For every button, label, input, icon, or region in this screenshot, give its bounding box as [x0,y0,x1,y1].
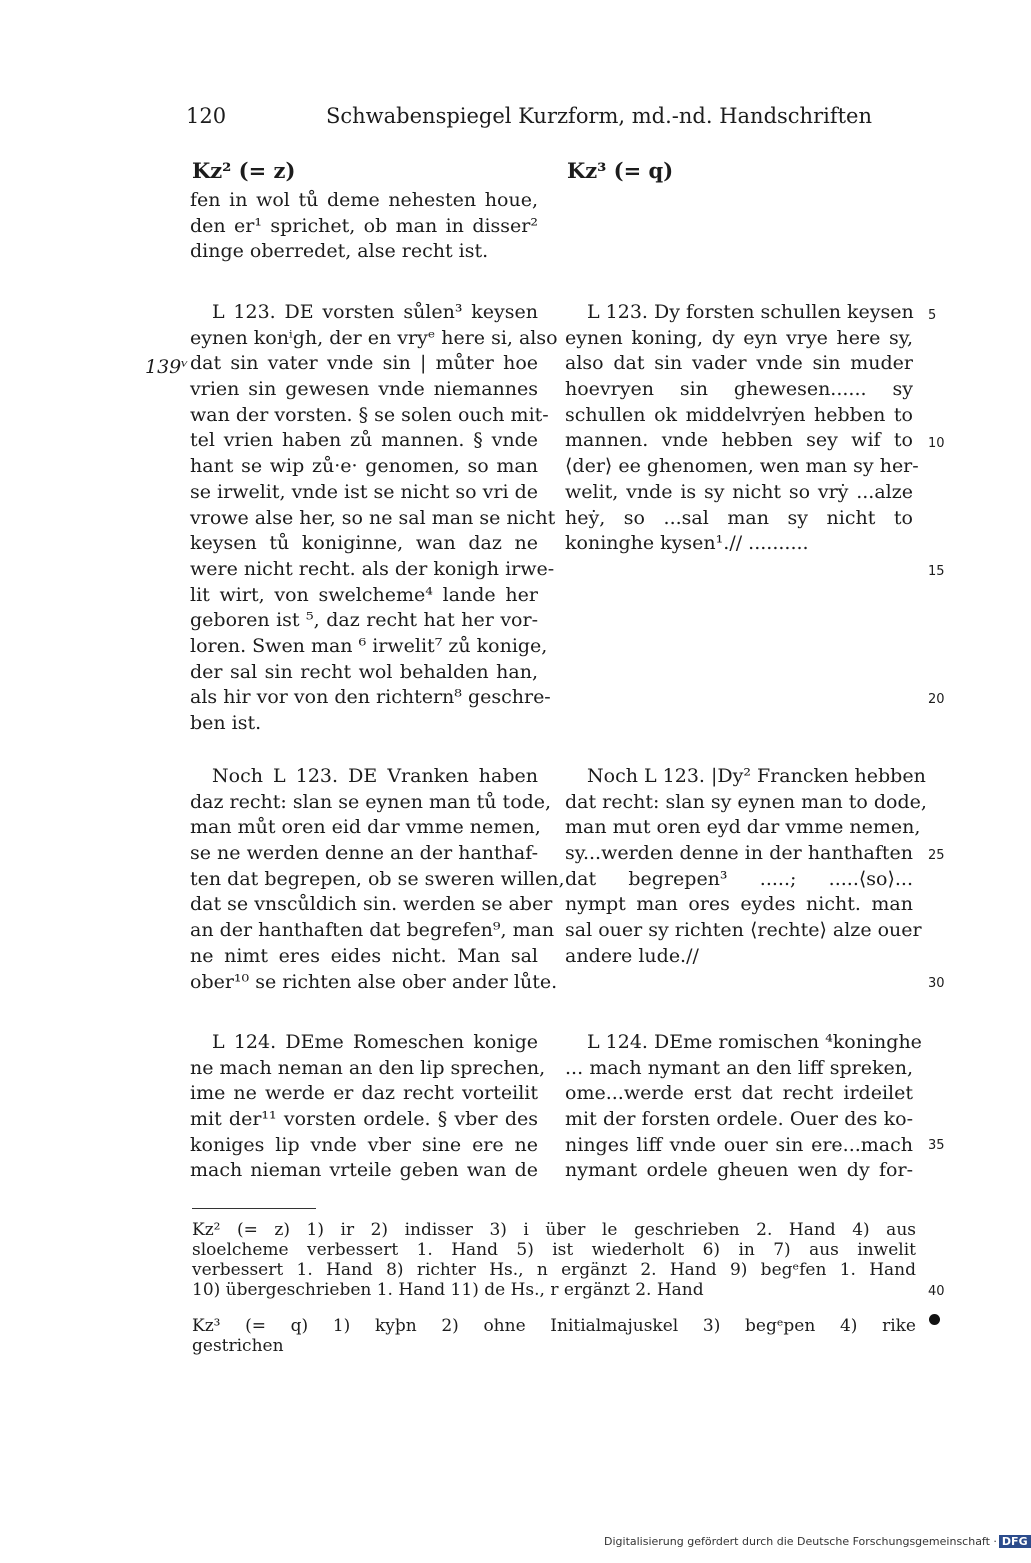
line-number: 25 [928,848,945,863]
line-number: 5 [928,308,937,323]
text-line: der sal sin recht wol behalden han, [190,660,538,683]
footnote-line: sloelcheme verbessert 1. Hand 5) ist wiederholt 6) in 7) aus inwelit [192,1240,916,1260]
footnote-line: Kz² (= z) 1) ir 2) indisser 3) i über le geschrieben 2. Hand 4) aus [192,1220,916,1240]
footnote-line: verbessert 1. Hand 8) richter Hs., n ergänzt 2. Hand 9) begᵉfen 1. Hand [192,1260,916,1280]
text-line: dat recht: slan sy eynen man to dode, [565,790,927,813]
text-line: mit der¹¹ vorsten ordele. § vber des [190,1108,538,1131]
text-line: ten dat begrepen, ob se sweren willen, [190,867,565,890]
text-line: were nicht recht. als der konigh irwe- [190,557,555,580]
left-paragraph-l124 [190,1030,546,1184]
text-line: eynen konⁱgh, der en vryᵉ here si, also [190,326,558,349]
text-line: man můt oren eid dar vmme nemen, [190,816,541,839]
text-line: schullen ok middelvrẏen hebben to [565,403,913,426]
text-line: L 123. Dy forsten schullen keysen [587,301,914,323]
line-number: 30 [928,976,945,991]
text-line: nympt man ores eydes nicht. man [565,893,913,916]
running-title: Schwabenspiegel Kurzform, md.-nd. Handschriften [326,104,872,128]
footnotes-kz2 [192,1220,916,1300]
text-line: ne nimt eres eides nicht. Man sal [190,944,538,967]
text-line: mannen. vnde hebben sey wif to [565,429,913,452]
text-line: dat se vnscůldich sin. werden se aber [190,893,553,916]
text-line: wan der vorsten. § se solen ouch mit- [190,403,549,426]
text-line: den er¹ sprichet, ob man in disser² [190,214,538,237]
text-line: ... mach nymant an den liff spreken, [565,1056,913,1079]
line-number: 40 [928,1284,945,1299]
digitization-credit [604,1535,1031,1548]
text-line: loren. Swen man ⁶ irwelit⁷ zů konige, [190,634,548,657]
footnote-line: gestrichen [192,1336,284,1356]
left-paragraph-continuation [190,188,538,265]
text-line: geboren ist ⁵, daz recht hat her vor- [190,609,538,632]
text-line: als hir vor von den richtern⁸ geschre- [190,686,551,709]
text-line: nymant ordele gheuen wen dy for- [565,1159,913,1182]
text-line: ninges liff vnde ouer sin ere...mach [565,1133,913,1156]
text-line: ben ist. [190,712,262,734]
text-line: vrien sin gewesen vnde niemannes [190,378,538,401]
text-line: heẏ, so ...sal man sy nicht to [565,506,913,529]
text-line: Noch L 123. DE Vranken haben [212,765,538,787]
text-line: ome...werde erst dat recht irdeilet [565,1082,913,1105]
text-line: ne mach neman an den lip sprechen, [190,1056,546,1079]
line-number: 10 [928,436,945,451]
text-line: koniges lip vnde vber sine ere ne [190,1133,538,1156]
text-line: lit wirt, von swelcheme⁴ lande her [190,583,538,606]
line-number: 20 [928,692,945,707]
right-paragraph-l123 [565,300,919,557]
text-line: daz recht: slan se eynen man tů tode, [190,790,552,813]
line-number: 35 [928,1138,945,1153]
text-line: andere lude.// [565,944,699,967]
text-line: also dat sin vader vnde sin muder [565,352,913,375]
text-line: eynen koning, dy eyn vrye here sy, [565,326,913,349]
line-number: 15 [928,564,945,579]
folio-marker: 139ᵛ [145,356,189,378]
right-column-heading: Kz³ (= q) [567,158,674,183]
left-paragraph-noch-l123 [190,764,565,995]
left-paragraph-l123 [190,300,558,737]
text-line: sal ouer sy richten ⟨rechte⟩ alze ouer [565,919,922,942]
text-line: L 124. DEme romischen ⁴koninghe [587,1031,922,1053]
text-line: Noch L 123. |Dy² Francken hebben [587,765,926,787]
text-line: se irwelit, vnde ist se nicht so vri de [190,480,538,503]
text-line: dat sin vater vnde sin | můter hoe [190,352,538,375]
credit-text: Digitalisierung gefördert durch die Deutsche Forschungsgemeinschaft · [604,1535,997,1548]
text-line: fen in wol tů deme nehesten houe, [190,189,538,211]
text-line: welit, vnde is sy nicht so vrẏ ...alze [565,480,913,503]
right-paragraph-l124 [565,1030,922,1184]
text-line: hoevryen sin ghewesen...... sy [565,378,913,401]
text-line: vrowe alse her, so ne sal man se nicht [190,506,556,529]
text-line: ober¹⁰ se richten alse ober ander lůte. [190,970,558,993]
text-line: L 123. DE vorsten sůlen³ keysen [212,301,538,323]
footnotes-kz3 [192,1316,916,1356]
text-line: keysen tů koniginne, wan daz ne [190,532,538,555]
page-number: 120 [186,104,227,128]
dfg-logo: DFG [999,1535,1031,1548]
text-line: ime ne werde er daz recht vorteilit [190,1082,538,1105]
text-line: sy...werden denne in der hanthaften [565,842,913,865]
text-line: man mut oren eyd dar vmme nemen, [565,816,921,839]
left-column-heading: Kz² (= z) [192,158,296,183]
text-line: dinge oberredet, alse recht ist. [190,240,489,263]
ink-dot [929,1314,940,1325]
footnote-line: Kz³ (= q) 1) kyþn 2) ohne Initialmajuskel 3) begᵉpen 4) rike [192,1316,916,1336]
text-line: L 124. DEme Romeschen konige [212,1031,538,1053]
footnote-rule [192,1208,316,1209]
text-line: an der hanthaften dat begrefen⁹, man [190,919,555,942]
footnote-line: 10) übergeschrieben 1. Hand 11) de Hs., r ergänzt 2. Hand [192,1280,704,1300]
text-line: dat begrepen³ .....; .....⟨so⟩... [565,867,913,890]
right-paragraph-noch-l123 [565,764,927,970]
text-line: mit der forsten ordele. Ouer des ko- [565,1108,913,1131]
text-line: tel vrien haben zů mannen. § vnde [190,429,538,452]
text-line: mach nieman vrteile geben wan de [190,1159,538,1182]
text-line: ⟨der⟩ ee ghenomen, wen man sy her- [565,455,919,478]
text-line: se ne werden denne an der hanthaf- [190,842,538,865]
text-line: hant se wip zů·e· genomen, so man [190,455,538,478]
text-line: koninghe kysen¹.// .......... [565,532,809,555]
